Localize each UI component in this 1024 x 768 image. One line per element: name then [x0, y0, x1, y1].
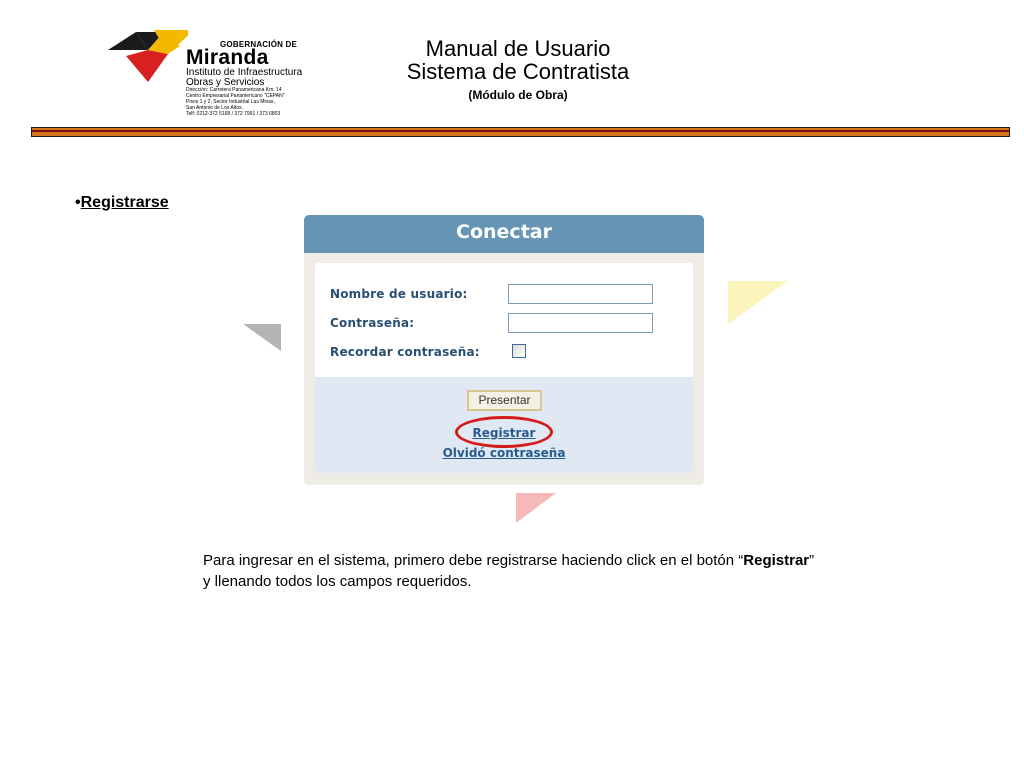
logo-institute-text [186, 68, 302, 88]
logo-address-line: San Antonio de Los Altos. [186, 105, 243, 112]
forgot-password-link[interactable]: Olvidó contraseña [442, 446, 566, 460]
logo-address-line: Telf: 0212-372 5168 / 372 7991 / 373 6803 [186, 111, 281, 118]
submit-button[interactable]: Presentar [467, 390, 542, 411]
page-title-line2: Sistema de Contratista [406, 59, 630, 84]
section-heading [75, 194, 169, 212]
page-title-line1: Manual de Usuario [425, 36, 611, 61]
logo-address-line: Centro Empresarial Panamericano "CEPAN" [186, 93, 285, 100]
register-link[interactable]: Registrar [472, 426, 536, 440]
logo-address-line: Pisos 1 y 2, Sector Industrial Las Minas, [186, 99, 275, 106]
miranda-logo [108, 26, 328, 120]
instruction-line1 [203, 552, 814, 569]
login-title: Conectar [456, 221, 552, 243]
decorative-triangle-gray [243, 324, 281, 351]
remember-password-checkbox[interactable] [512, 344, 526, 358]
password-label: Contraseña: [330, 316, 415, 330]
remember-password-label: Recordar contraseña: [330, 345, 480, 359]
section-heading-text: Registrarse [80, 194, 169, 211]
decorative-triangle-yellow [728, 281, 788, 324]
logo-address-line: Dirección: Carretera Panamericana Km. 14 [186, 87, 282, 93]
logo-name-text: Miranda [186, 46, 269, 69]
username-input[interactable] [508, 284, 653, 304]
instruction-line2: y llenando todos los campos requeridos. [203, 573, 472, 590]
decorative-triangle-pink [516, 493, 556, 523]
logo-institute-line1: Instituto de Infraestructura [186, 67, 303, 78]
register-highlight-circle [455, 416, 553, 448]
bullet-mark: • [75, 194, 81, 211]
username-label: Nombre de usuario: [330, 287, 468, 301]
header-divider [31, 127, 1010, 137]
logo-address [186, 87, 285, 117]
page-subtitle: (Módulo de Obra) [468, 88, 568, 102]
instruction-text: Para ingresar en el sistema, primero debe registrarse haciendo click en el botón “ [203, 552, 744, 569]
logo-emblem-icon [108, 26, 188, 86]
logo-institute-line2: Obras y Servicios [186, 77, 265, 88]
login-panel-header [304, 215, 704, 253]
logo-org-text: GOBERNACIÓN DE [220, 40, 298, 49]
instruction-bold: Registrar [743, 552, 810, 569]
password-input[interactable] [508, 313, 653, 333]
instruction-text-end: ” [809, 552, 815, 569]
